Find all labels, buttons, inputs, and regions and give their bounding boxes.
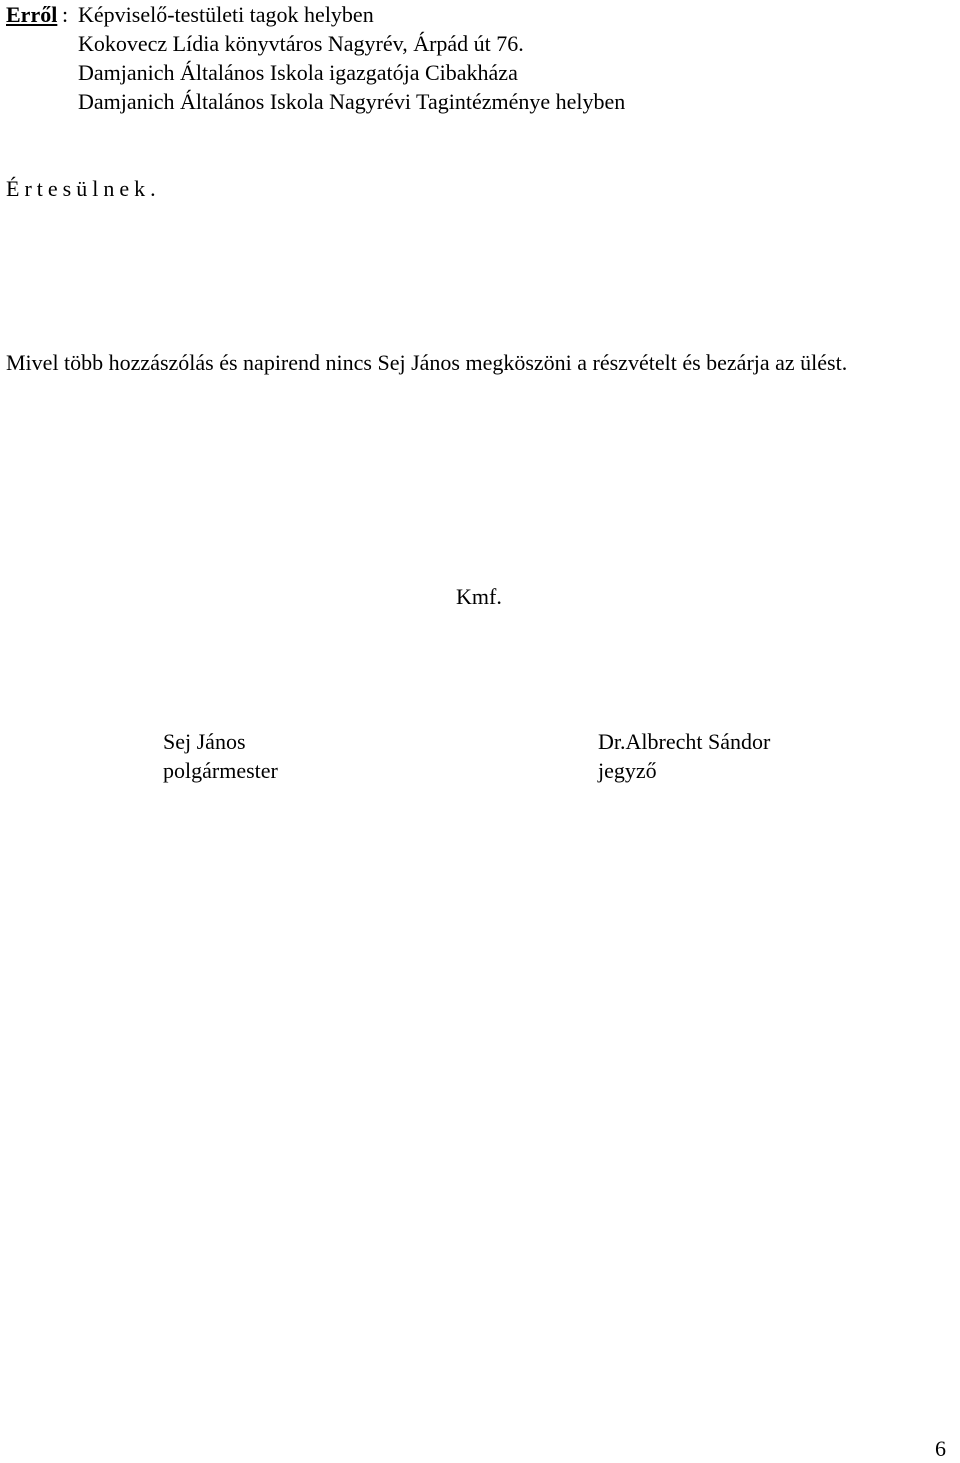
recipient-list — [78, 0, 625, 116]
signatory-mayor — [163, 727, 278, 785]
signatory-title: polgármester — [163, 758, 278, 783]
signatory-notary — [598, 727, 770, 785]
distribution-colon: : — [62, 2, 69, 27]
signatory-title: jegyző — [598, 758, 657, 783]
page-number: 6 — [935, 1436, 946, 1461]
closing-paragraph: Mivel több hozzászólás és napirend nincs Sej János megköszöni a részvételt és bezárja az ülést. — [6, 350, 848, 375]
signatory-name: Dr.Albrecht Sándor — [598, 729, 771, 754]
recipient-item: Damjanich Általános Iskola igazgatója Cibakháza — [78, 60, 518, 85]
recipient-item: Kokovecz Lídia könyvtáros Nagyrév, Árpád út 76. — [78, 31, 524, 56]
notice-heading: Értesülnek. — [6, 176, 161, 201]
distribution-label: Erről — [6, 2, 58, 27]
signatory-name: Sej János — [163, 729, 246, 754]
recipient-item: Damjanich Általános Iskola Nagyrévi Tagintézménye helyben — [78, 89, 626, 114]
recipient-item: Képviselő-testületi tagok helyben — [78, 2, 374, 27]
kmf-label: Kmf. — [456, 584, 502, 609]
